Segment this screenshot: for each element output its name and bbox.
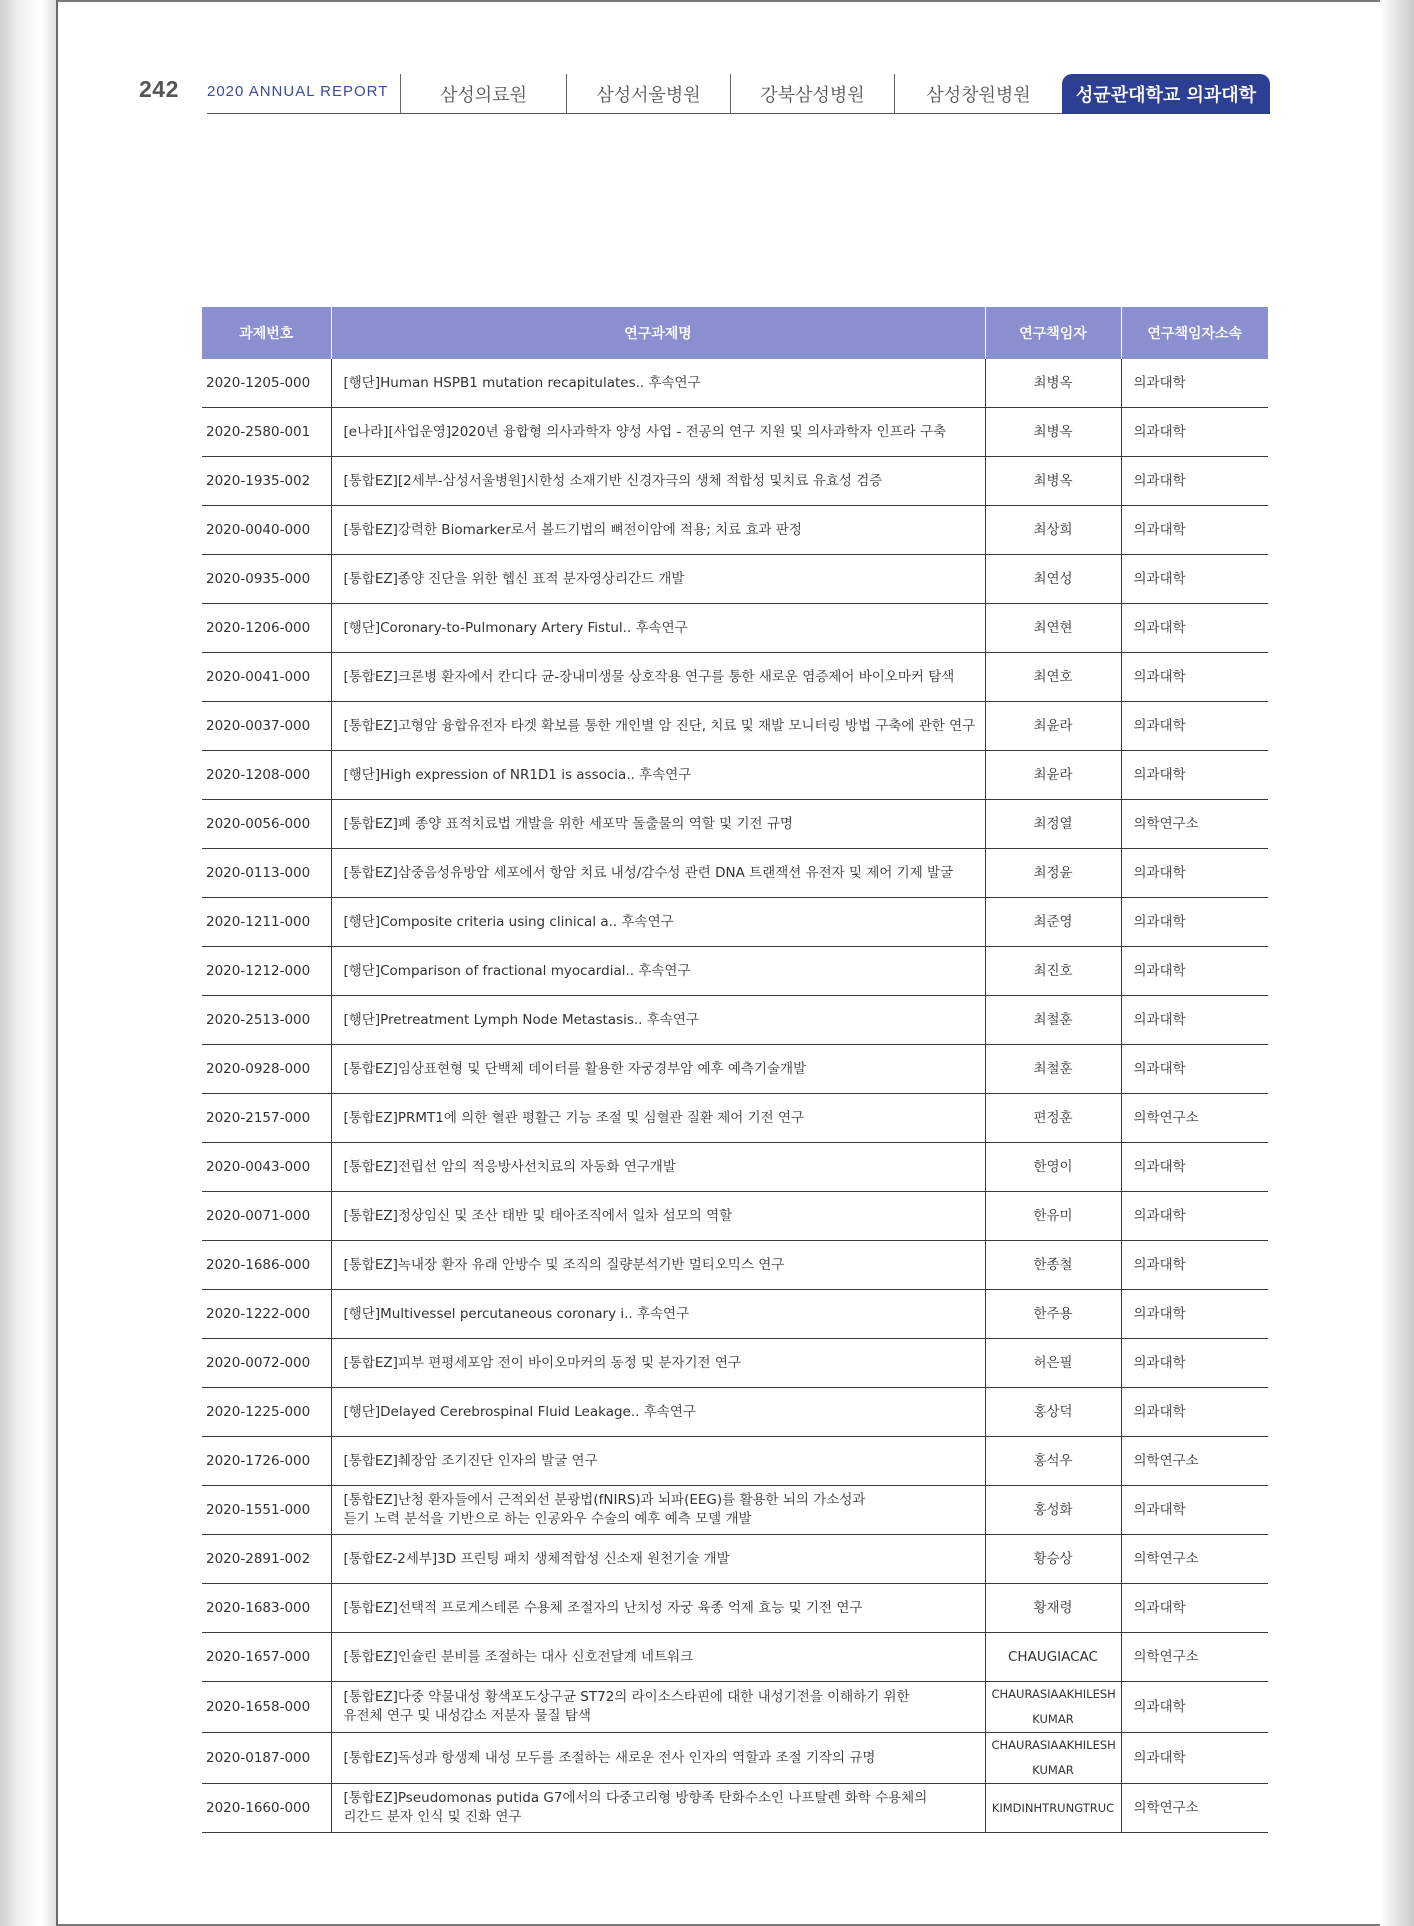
principal-investigator-cell — [985, 1045, 1121, 1094]
pi-name-line: 최철훈 — [1033, 1011, 1073, 1028]
pi-name-line: CHAURASIAAKHILESH — [991, 1738, 1116, 1752]
principal-investigator-cell — [985, 1633, 1121, 1682]
project-title-cell — [331, 1584, 985, 1633]
project-title-line-2: 리간드 분자 인식 및 진화 연구 — [343, 1809, 522, 1825]
pi-affiliation-cell: 의학연구소 — [1121, 800, 1268, 849]
project-title-line: [행단]Multivessel percutaneous coronary i.. 후속연구 — [343, 1305, 690, 1322]
pi-affiliation-cell: 의과대학 — [1121, 1584, 1268, 1633]
pi-name-line: 최병옥 — [1033, 472, 1073, 489]
pi-name-line: 황재령 — [1033, 1599, 1073, 1616]
project-title-cell — [331, 702, 985, 751]
table-row — [202, 604, 1268, 653]
principal-investigator-cell — [985, 800, 1121, 849]
table-row — [202, 1143, 1268, 1192]
tab-samsung-seoul-hospital[interactable]: 삼성서울병원 — [566, 74, 730, 114]
project-title-cell — [331, 898, 985, 947]
pi-name-line-2: KUMAR — [1032, 1763, 1074, 1777]
tab-skku-medicine[interactable]: 성균관대학교 의과대학 — [1062, 74, 1270, 114]
table-row — [202, 947, 1268, 996]
pi-name-line: 최병옥 — [1033, 423, 1073, 440]
project-title-line: [통합EZ]임상표현형 및 단백체 데이터를 활용한 자궁경부암 예후 예측기술개발 — [343, 1060, 807, 1077]
project-id-cell: 2020-1208-000 — [202, 751, 331, 800]
project-title-cell — [331, 359, 985, 408]
table-row — [202, 849, 1268, 898]
project-title-cell — [331, 555, 985, 604]
project-title-cell — [331, 1784, 985, 1833]
project-title-line: [통합EZ]정상임신 및 조산 태반 및 태아조직에서 일차 섬모의 역할 — [343, 1207, 733, 1224]
principal-investigator-cell — [985, 457, 1121, 506]
principal-investigator-cell — [985, 506, 1121, 555]
project-title-cell — [331, 751, 985, 800]
project-id-cell: 2020-0072-000 — [202, 1339, 331, 1388]
pi-affiliation-cell: 의과대학 — [1121, 1290, 1268, 1339]
table-row — [202, 1290, 1268, 1339]
project-id-cell: 2020-0935-000 — [202, 555, 331, 604]
principal-investigator-cell — [985, 408, 1121, 457]
principal-investigator-cell — [985, 996, 1121, 1045]
pi-affiliation-cell: 의과대학 — [1121, 996, 1268, 1045]
project-title-line: [통합EZ]고형암 융합유전자 타겟 확보를 통한 개인별 암 진단, 치료 및 재발 모니터링 방법 구축에 관한 연구 — [343, 717, 976, 734]
table-row — [202, 1437, 1268, 1486]
project-title-cell — [331, 1290, 985, 1339]
project-title-line: [행단]Composite criteria using clinical a.. 후속연구 — [343, 913, 674, 930]
table-row — [202, 1633, 1268, 1682]
pi-affiliation-cell: 의과대학 — [1121, 1486, 1268, 1535]
project-id-cell: 2020-1212-000 — [202, 947, 331, 996]
pi-affiliation-cell: 의과대학 — [1121, 604, 1268, 653]
principal-investigator-cell — [985, 1339, 1121, 1388]
project-title-cell — [331, 947, 985, 996]
project-id-cell: 2020-0071-000 — [202, 1192, 331, 1241]
book-spine — [0, 0, 58, 1926]
project-title-cell — [331, 1045, 985, 1094]
pi-affiliation-cell: 의과대학 — [1121, 1241, 1268, 1290]
pi-name-line: 최윤라 — [1033, 717, 1073, 734]
pi-affiliation-cell: 의과대학 — [1121, 898, 1268, 947]
pi-name-line: 편정훈 — [1033, 1109, 1073, 1126]
table-row — [202, 359, 1268, 408]
pi-affiliation-cell: 의과대학 — [1121, 1388, 1268, 1437]
project-title-line: [통합EZ]삼중음성유방암 세포에서 항암 치료 내성/감수성 관련 DNA 트랜잭션 유전자 및 제어 기제 발굴 — [343, 864, 954, 881]
pi-name-line: CHAURASIAAKHILESH — [991, 1687, 1116, 1701]
project-id-cell: 2020-2891-002 — [202, 1535, 331, 1584]
project-title-line: [행단]Comparison of fractional myocardial.. 후속연구 — [343, 962, 691, 979]
project-title-line: [통합EZ]전립선 암의 적응방사선치료의 자동화 연구개발 — [343, 1158, 676, 1175]
project-title-cell — [331, 800, 985, 849]
pi-affiliation-cell: 의과대학 — [1121, 947, 1268, 996]
project-title-line-2: 유전체 연구 및 내성감소 저분자 물질 탐색 — [343, 1708, 591, 1724]
principal-investigator-cell — [985, 947, 1121, 996]
pi-affiliation-cell: 의과대학 — [1121, 751, 1268, 800]
pi-name-line: KIMDINHTRUNGTRUC — [991, 1800, 1115, 1815]
project-id-cell: 2020-0113-000 — [202, 849, 331, 898]
project-id-cell: 2020-1658-000 — [202, 1682, 331, 1733]
project-id-cell: 2020-1211-000 — [202, 898, 331, 947]
pi-name-line: 한주용 — [1033, 1305, 1073, 1322]
pi-name-line: 최진호 — [1033, 962, 1073, 979]
pi-affiliation-cell: 의과대학 — [1121, 506, 1268, 555]
project-title-cell — [331, 457, 985, 506]
column-header-project-title: 연구과제명 — [331, 307, 985, 359]
project-title-line: [통합EZ]피부 편평세포암 전이 바이오마커의 동정 및 분자기전 연구 — [343, 1354, 741, 1371]
principal-investigator-cell — [985, 555, 1121, 604]
project-title-cell — [331, 1241, 985, 1290]
column-header-principal-investigator: 연구책임자 — [985, 307, 1121, 359]
project-title-line: [통합EZ]다중 약물내성 황색포도상구균 ST72의 라이소스타핀에 대한 내성기전을 이해하기 위한 — [343, 1689, 910, 1705]
table-row — [202, 898, 1268, 947]
pi-name-line: 황승상 — [1033, 1550, 1073, 1567]
project-id-cell: 2020-1660-000 — [202, 1784, 331, 1833]
project-title-cell — [331, 1535, 985, 1584]
table-row — [202, 1192, 1268, 1241]
table-row — [202, 1784, 1268, 1833]
principal-investigator-cell — [985, 1241, 1121, 1290]
pi-name-line: 최정열 — [1033, 815, 1073, 832]
table-row — [202, 457, 1268, 506]
project-id-cell: 2020-2580-001 — [202, 408, 331, 457]
pi-name-line: 홍석우 — [1033, 1452, 1073, 1469]
project-title-cell — [331, 408, 985, 457]
project-id-cell: 2020-0056-000 — [202, 800, 331, 849]
project-id-cell: 2020-1726-000 — [202, 1437, 331, 1486]
principal-investigator-cell — [985, 1437, 1121, 1486]
project-title-line: [통합EZ]난청 환자들에서 근적외선 분광법(fNIRS)과 뇌파(EEG)를 활용한 뇌의 가소성과 — [343, 1492, 866, 1508]
project-title-line: [e나라][사업운영]2020년 융합형 의사과학자 양성 사업 - 전공의 연구 지원 및 의사과학자 인프라 구축 — [343, 423, 947, 440]
pi-name-line: 최윤라 — [1033, 766, 1073, 783]
pi-affiliation-cell: 의과대학 — [1121, 408, 1268, 457]
pi-affiliation-cell: 의학연구소 — [1121, 1094, 1268, 1143]
table-row — [202, 1682, 1268, 1733]
project-title-line: [통합EZ]독성과 항생제 내성 모두를 조절하는 새로운 전사 인자의 역할과 조절 기작의 규명 — [343, 1749, 876, 1766]
column-header-project-id: 과제번호 — [202, 307, 331, 359]
research-projects-table — [202, 307, 1268, 1833]
pi-affiliation-cell: 의과대학 — [1121, 1733, 1268, 1784]
pi-name-line: 최연성 — [1033, 570, 1073, 587]
pi-name-line: 홍상덕 — [1033, 1403, 1073, 1420]
table-row — [202, 1388, 1268, 1437]
pi-name-line-2: KUMAR — [1032, 1712, 1074, 1726]
project-id-cell: 2020-1205-000 — [202, 359, 331, 408]
pi-name-line: 최준영 — [1033, 913, 1073, 930]
table-row — [202, 506, 1268, 555]
project-title-cell — [331, 653, 985, 702]
project-id-cell: 2020-1683-000 — [202, 1584, 331, 1633]
table-row — [202, 1339, 1268, 1388]
project-title-cell — [331, 1339, 985, 1388]
project-title-cell — [331, 1682, 985, 1733]
principal-investigator-cell — [985, 359, 1121, 408]
table-row — [202, 751, 1268, 800]
project-title-cell — [331, 1733, 985, 1784]
project-id-cell: 2020-1686-000 — [202, 1241, 331, 1290]
pi-name-line: 최철훈 — [1033, 1060, 1073, 1077]
project-title-cell — [331, 1486, 985, 1535]
pi-name-line: CHAUGIACAC — [1008, 1648, 1098, 1665]
project-title-line: [통합EZ]녹내장 환자 유래 안방수 및 조직의 질량분석기반 멀티오믹스 연구 — [343, 1256, 785, 1273]
project-id-cell: 2020-2157-000 — [202, 1094, 331, 1143]
principal-investigator-cell — [985, 1143, 1121, 1192]
pi-affiliation-cell: 의과대학 — [1121, 359, 1268, 408]
project-id-cell: 2020-0041-000 — [202, 653, 331, 702]
project-title-line-2: 듣기 노력 분석을 기반으로 하는 인공와우 수술의 예후 예측 모델 개발 — [343, 1511, 752, 1527]
project-title-cell — [331, 849, 985, 898]
project-id-cell: 2020-0040-000 — [202, 506, 331, 555]
project-id-cell: 2020-0928-000 — [202, 1045, 331, 1094]
tab-kangbuk-samsung-hospital[interactable]: 강북삼성병원 — [730, 74, 894, 114]
principal-investigator-cell — [985, 898, 1121, 947]
project-id-cell: 2020-1225-000 — [202, 1388, 331, 1437]
project-title-cell — [331, 1388, 985, 1437]
project-title-line: [통합EZ-2세부]3D 프린팅 패치 생체적합성 신소재 원천기술 개발 — [343, 1550, 730, 1567]
project-id-cell: 2020-0187-000 — [202, 1733, 331, 1784]
table-row — [202, 996, 1268, 1045]
report-title: 2020 ANNUAL REPORT — [207, 83, 389, 100]
pi-affiliation-cell: 의과대학 — [1121, 702, 1268, 751]
pi-affiliation-cell: 의과대학 — [1121, 1682, 1268, 1733]
principal-investigator-cell — [985, 653, 1121, 702]
project-title-line: [통합EZ]선택적 프로게스테론 수용체 조절자의 난치성 자궁 육종 억제 효능 및 기전 연구 — [343, 1599, 863, 1616]
project-title-line: [통합EZ]Pseudomonas putida G7에서의 다중고리형 방향족 탄화수소인 나프탈렌 화학 수용체의 — [343, 1790, 928, 1806]
page-number: 242 — [139, 76, 179, 102]
pi-name-line: 허은필 — [1033, 1354, 1073, 1371]
tab-samsung-changwon-hospital[interactable]: 삼성창원병원 — [894, 74, 1062, 114]
pi-affiliation-cell: 의학연구소 — [1121, 1535, 1268, 1584]
pi-name-line: 홍성화 — [1033, 1501, 1073, 1518]
project-title-line: [통합EZ]인슐린 분비를 조절하는 대사 신호전달계 네트워크 — [343, 1648, 694, 1665]
principal-investigator-cell — [985, 1486, 1121, 1535]
project-title-cell — [331, 1192, 985, 1241]
pi-name-line: 한유미 — [1033, 1207, 1073, 1224]
principal-investigator-cell — [985, 1290, 1121, 1339]
principal-investigator-cell — [985, 849, 1121, 898]
project-title-line: [통합EZ]종양 진단을 위한 헵신 표적 분자영상리간드 개발 — [343, 570, 685, 587]
pi-affiliation-cell: 의과대학 — [1121, 1339, 1268, 1388]
pi-affiliation-cell: 의과대학 — [1121, 1143, 1268, 1192]
project-title-cell — [331, 1633, 985, 1682]
project-title-line: [통합EZ]강력한 Biomarker로서 볼드기법의 뼈전이암에 적용; 치료 효과 판정 — [343, 521, 802, 538]
pi-affiliation-cell: 의과대학 — [1121, 1045, 1268, 1094]
project-title-line: [통합EZ]크론병 환자에서 칸디다 균-장내미생물 상호작용 연구를 통한 새로운 염증제어 바이오마커 탐색 — [343, 668, 955, 685]
pi-affiliation-cell: 의과대학 — [1121, 457, 1268, 506]
table-row — [202, 1094, 1268, 1143]
table-row — [202, 800, 1268, 849]
project-id-cell: 2020-1935-002 — [202, 457, 331, 506]
project-title-cell — [331, 1437, 985, 1486]
table-row — [202, 653, 1268, 702]
table-row — [202, 1241, 1268, 1290]
table-header-row — [202, 307, 1268, 359]
principal-investigator-cell — [985, 1388, 1121, 1437]
project-title-line: [행단]Pretreatment Lymph Node Metastasis.. 후속연구 — [343, 1011, 699, 1028]
project-id-cell: 2020-1657-000 — [202, 1633, 331, 1682]
pi-affiliation-cell: 의과대학 — [1121, 653, 1268, 702]
pi-name-line: 최정윤 — [1033, 864, 1073, 881]
principal-investigator-cell — [985, 1733, 1121, 1784]
project-title-line: [행단]Human HSPB1 mutation recapitulates.. 후속연구 — [343, 374, 701, 391]
principal-investigator-cell — [985, 1192, 1121, 1241]
pi-name-line: 최상희 — [1033, 521, 1073, 538]
principal-investigator-cell — [985, 1535, 1121, 1584]
project-id-cell: 2020-1222-000 — [202, 1290, 331, 1339]
pi-affiliation-cell: 의학연구소 — [1121, 1437, 1268, 1486]
principal-investigator-cell — [985, 1784, 1121, 1833]
pi-name-line: 최연호 — [1033, 668, 1073, 685]
table-row — [202, 702, 1268, 751]
project-title-line: [통합EZ]췌장암 조기진단 인자의 발굴 연구 — [343, 1452, 598, 1469]
project-title-line: [행단]Delayed Cerebrospinal Fluid Leakage.. 후속연구 — [343, 1403, 696, 1420]
pi-affiliation-cell: 의과대학 — [1121, 555, 1268, 604]
project-id-cell: 2020-0043-000 — [202, 1143, 331, 1192]
project-title-cell — [331, 506, 985, 555]
table-row — [202, 1535, 1268, 1584]
principal-investigator-cell — [985, 702, 1121, 751]
project-title-cell — [331, 996, 985, 1045]
project-title-line: [행단]Coronary-to-Pulmonary Artery Fistul.. 후속연구 — [343, 619, 688, 636]
project-title-line: [통합EZ][2세부-삼성서울병원]시한성 소재기반 신경자극의 생체 적합성 및치료 유효성 검증 — [343, 472, 883, 489]
pi-affiliation-cell: 의과대학 — [1121, 1192, 1268, 1241]
pi-affiliation-cell: 의과대학 — [1121, 849, 1268, 898]
principal-investigator-cell — [985, 1682, 1121, 1733]
tab-samsung-medical-center[interactable]: 삼성의료원 — [400, 74, 566, 114]
table-row — [202, 408, 1268, 457]
project-title-line: [행단]High expression of NR1D1 is associa.. 후속연구 — [343, 766, 692, 783]
table-row — [202, 1733, 1268, 1784]
pi-name-line: 최병옥 — [1033, 374, 1073, 391]
project-title-cell — [331, 1143, 985, 1192]
project-title-cell — [331, 604, 985, 653]
principal-investigator-cell — [985, 1584, 1121, 1633]
pi-name-line: 한영이 — [1033, 1158, 1073, 1175]
page-edge-shadow — [1380, 0, 1414, 1926]
project-id-cell: 2020-2513-000 — [202, 996, 331, 1045]
project-title-line: [통합EZ]PRMT1에 의한 혈관 평활근 기능 조절 및 심혈관 질환 제어 기전 연구 — [343, 1109, 805, 1126]
pi-name-line: 최연현 — [1033, 619, 1073, 636]
project-title-cell — [331, 1094, 985, 1143]
pi-affiliation-cell: 의학연구소 — [1121, 1784, 1268, 1833]
column-header-pi-affiliation: 연구책임자소속 — [1121, 307, 1268, 359]
project-id-cell: 2020-1206-000 — [202, 604, 331, 653]
project-id-cell: 2020-0037-000 — [202, 702, 331, 751]
table-body — [202, 359, 1268, 1833]
section-tabs — [400, 74, 1270, 114]
pi-affiliation-cell: 의학연구소 — [1121, 1633, 1268, 1682]
project-title-line: [통합EZ]폐 종양 표적치료법 개발을 위한 세포막 돌출물의 역할 및 기전 규명 — [343, 815, 793, 832]
principal-investigator-cell — [985, 751, 1121, 800]
table-row — [202, 1045, 1268, 1094]
table-row — [202, 1486, 1268, 1535]
principal-investigator-cell — [985, 604, 1121, 653]
project-id-cell: 2020-1551-000 — [202, 1486, 331, 1535]
principal-investigator-cell — [985, 1094, 1121, 1143]
pi-name-line: 한종철 — [1033, 1256, 1073, 1273]
table-row — [202, 1584, 1268, 1633]
table-row — [202, 555, 1268, 604]
